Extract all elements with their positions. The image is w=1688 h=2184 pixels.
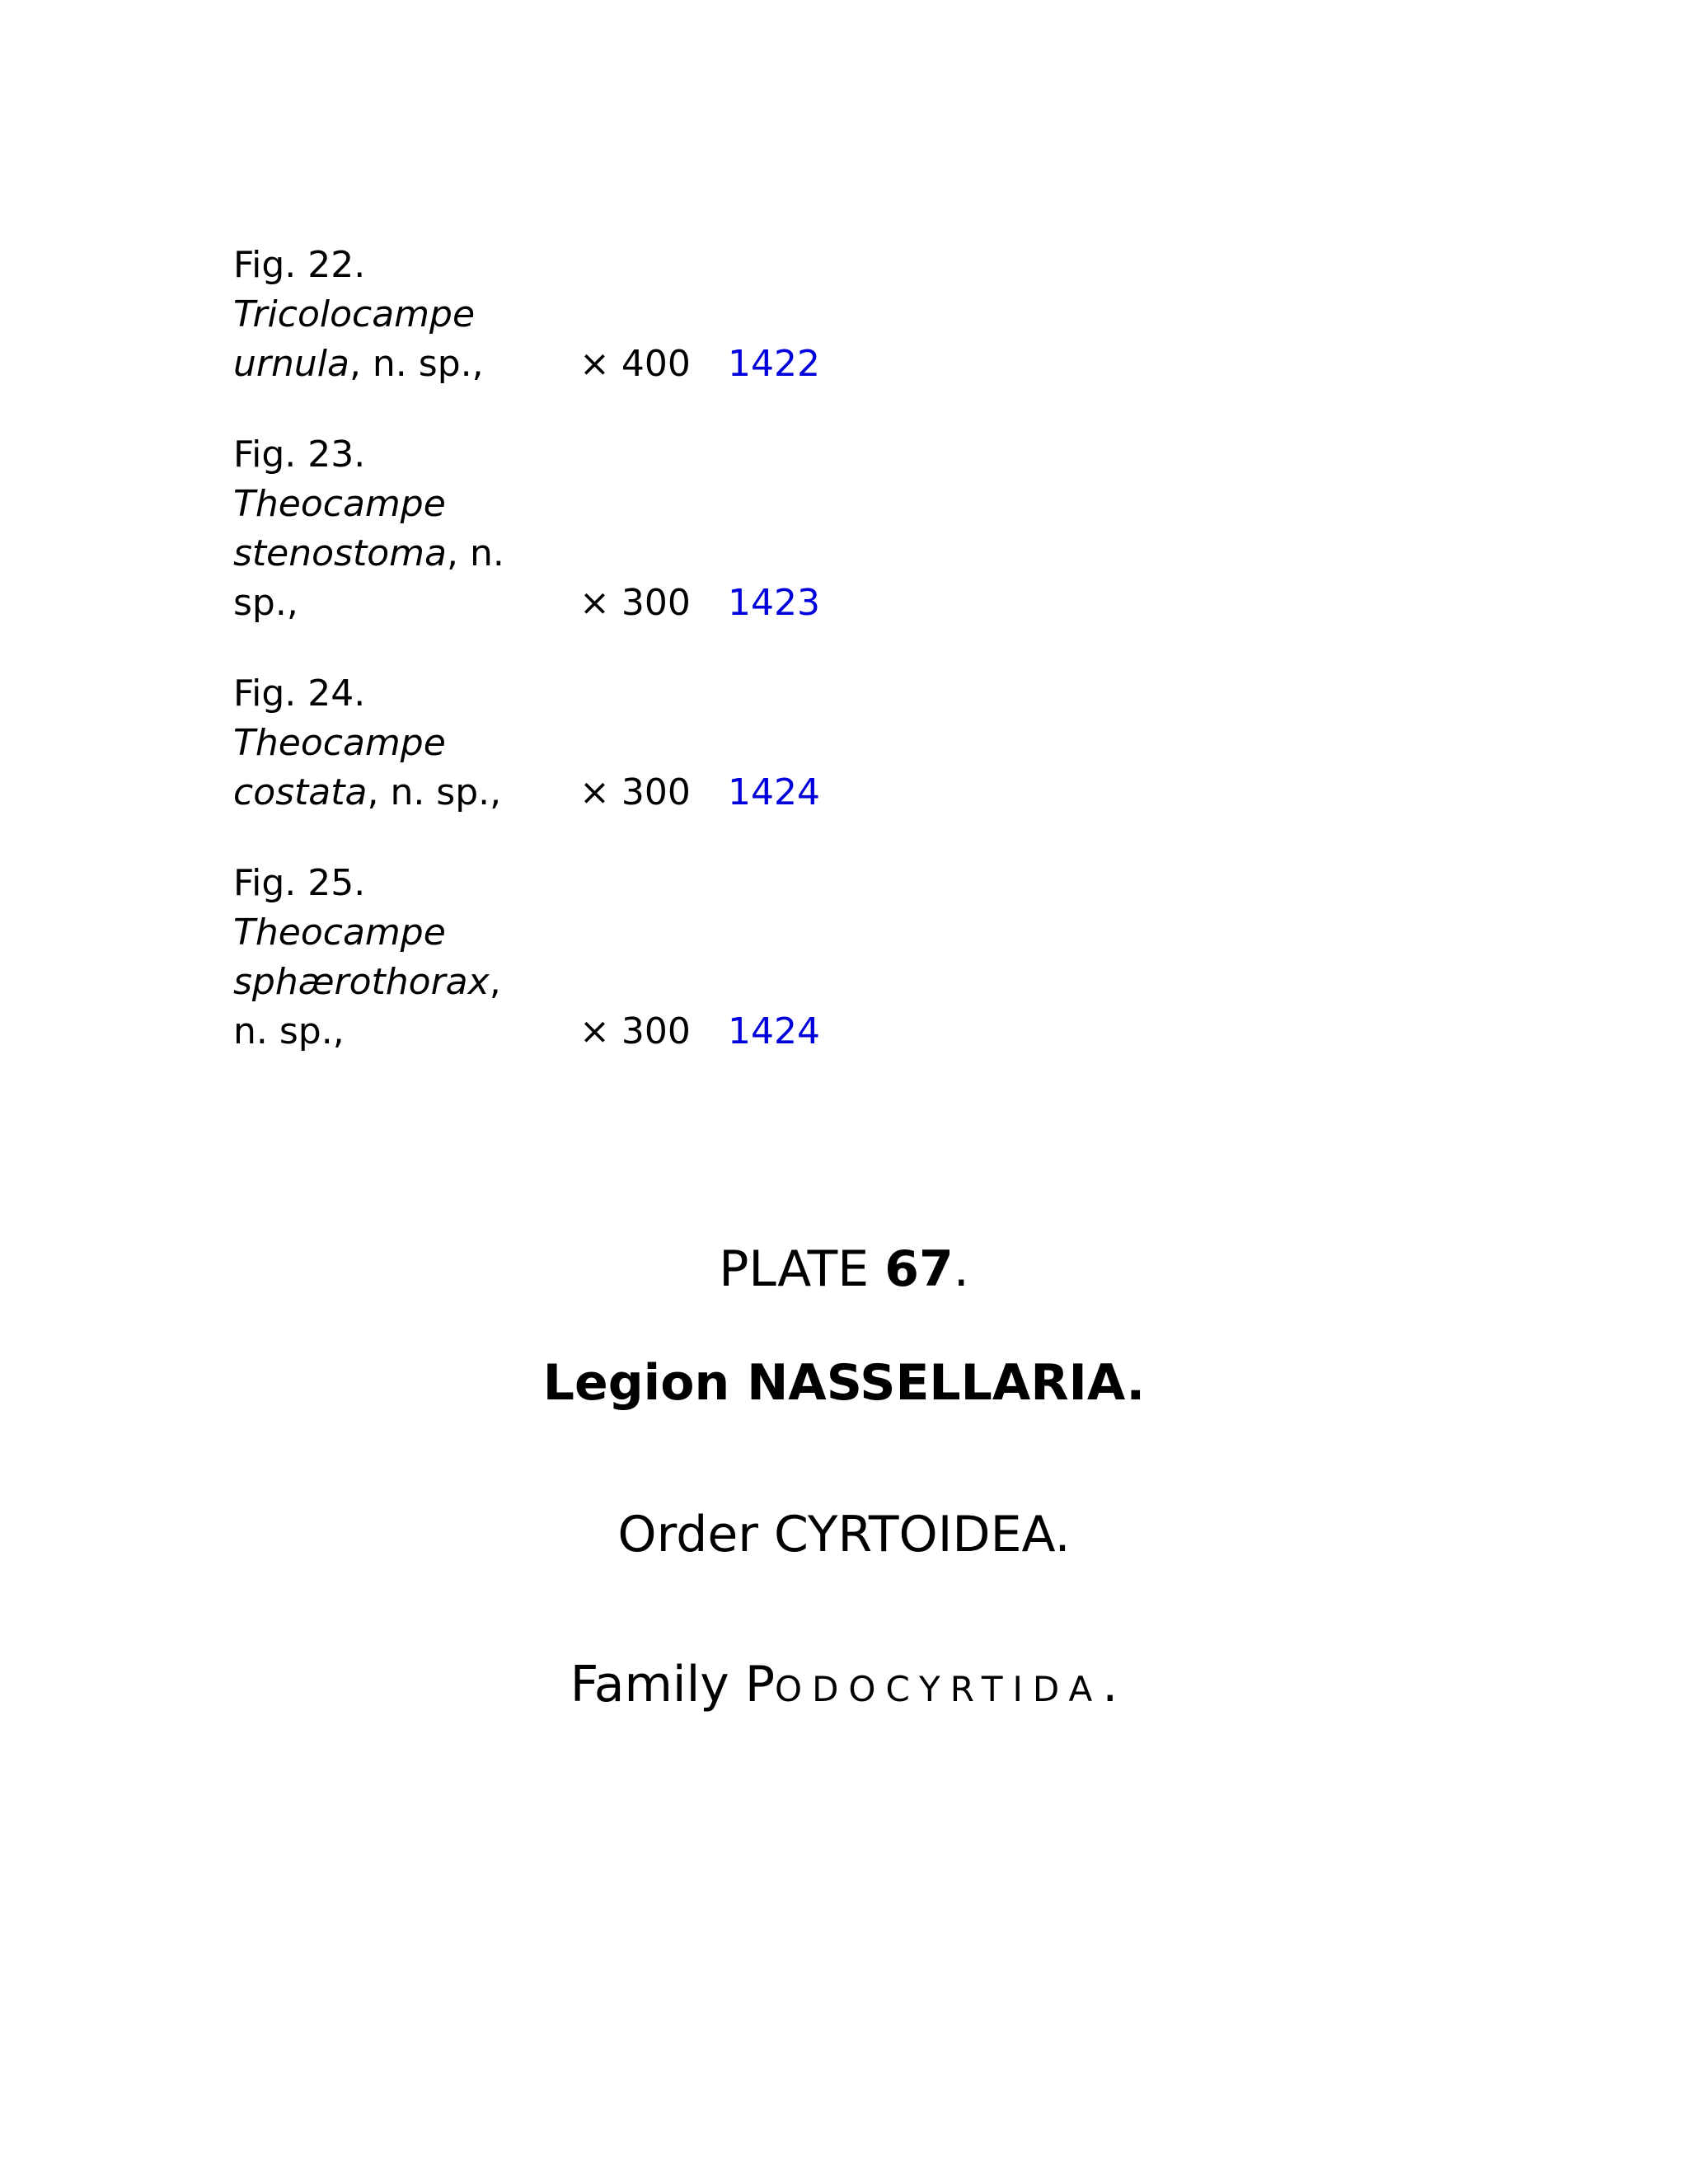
species-name: sphærothorax — [233, 961, 490, 1003]
magnification: × 300 — [579, 1010, 691, 1052]
figure-description — [233, 430, 563, 628]
species-line — [233, 340, 563, 389]
species-name: stenostoma — [233, 532, 447, 574]
species-suffix: , n. sp., — [349, 343, 484, 385]
plate-prefix: PLATE — [719, 1240, 885, 1298]
figure-description — [233, 859, 563, 1057]
species-suffix: , n. sp., — [367, 771, 502, 813]
plate-title — [0, 1236, 1688, 1302]
species-suffix: , n. — [446, 532, 504, 574]
genus-name: Theocampe — [233, 912, 446, 954]
species-suffix-line: sp., — [233, 582, 298, 624]
magnification: × 300 — [579, 771, 691, 813]
species-suffix: , — [489, 961, 501, 1003]
genus-name: Theocampe — [233, 483, 446, 525]
figure-entry-24 — [233, 669, 860, 818]
figure-label: Fig. 22. — [233, 244, 366, 286]
species-suffix-line: n. sp., — [233, 1010, 345, 1052]
species-line — [233, 768, 563, 818]
species-line — [233, 529, 563, 579]
page-link-1422[interactable]: 1422 — [728, 343, 820, 385]
magnification: × 300 — [579, 582, 691, 624]
figure-description — [233, 669, 563, 818]
legion-heading: Legion NASSELLARIA. — [542, 1354, 1146, 1412]
plate-number: 67 — [884, 1240, 954, 1298]
figure-entry-22 — [233, 241, 860, 389]
magnification: × 400 — [579, 343, 691, 385]
figure-entry-23 — [233, 430, 860, 628]
genus-name: Theocampe — [233, 722, 446, 764]
plate-suffix: . — [953, 1240, 969, 1298]
family-prefix: Family P — [570, 1656, 776, 1713]
figure-label: Fig. 23. — [233, 434, 366, 476]
figure-label: Fig. 25. — [233, 862, 366, 904]
species-name: urnula — [233, 343, 349, 385]
figure-label: Fig. 24. — [233, 673, 366, 715]
page-link-1424-b[interactable]: 1424 — [728, 1010, 820, 1052]
family-suffix: . — [1102, 1656, 1118, 1713]
species-line — [233, 958, 563, 1007]
figure-entry-25 — [233, 859, 860, 1057]
page-link-1424[interactable]: 1424 — [728, 771, 820, 813]
figure-description — [233, 241, 563, 389]
family-smallcaps: ODOCYRTIDA — [775, 1669, 1103, 1709]
order-heading: Order CYRTOIDEA. — [617, 1506, 1071, 1563]
figure-list — [233, 241, 860, 1098]
page-link-1423[interactable]: 1423 — [728, 582, 820, 624]
species-name: costata — [233, 771, 368, 813]
genus-name: Tricolocampe — [233, 293, 476, 335]
family-heading — [0, 1652, 1688, 1722]
